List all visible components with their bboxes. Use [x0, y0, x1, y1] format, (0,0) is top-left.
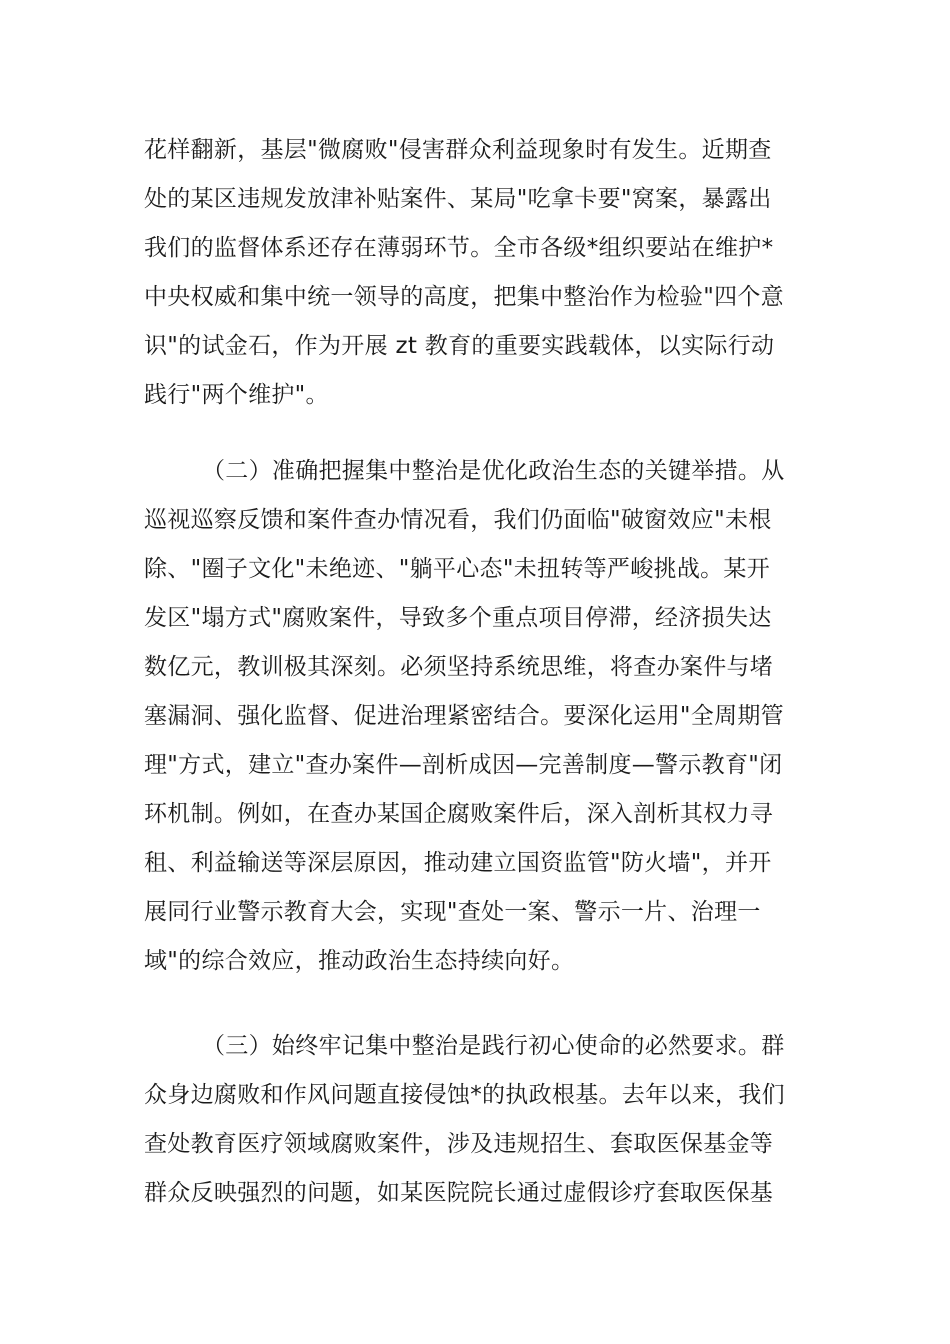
text-line: 处的某区违规发放津补贴案件、某局"吃拿卡要"窝案，暴露出	[144, 186, 772, 212]
text-line: 发区"塌方式"腐败案件，导致多个重点项目停滞，经济损失达	[144, 605, 772, 631]
paragraph-continuation	[144, 126, 808, 420]
text-line: 我们的监督体系还存在薄弱环节。全市各级*组织要站在维护*	[144, 235, 774, 261]
text-line: 众身边腐败和作风问题直接侵蚀*的执政根基。去年以来，我们	[144, 1082, 785, 1108]
section-heading-line: （二）准确把握集中整治是优化政治生态的关键举措。从	[202, 458, 785, 484]
text-line: 租、利益输送等深层原因，推动建立国资监管"防火墙"，并开	[144, 850, 772, 876]
text-line: 展同行业警示教育大会，实现"查处一案、警示一片、治理一	[144, 899, 761, 925]
text-line: 践行"两个维护"。	[144, 382, 329, 408]
text-line: 塞漏洞、强化监督、促进治理紧密结合。要深化运用"全周期管	[144, 703, 784, 729]
text-line: 巡视巡察反馈和案件查办情况看，我们仍面临"破窗效应"未根	[144, 507, 772, 533]
text-line: 域"的综合效应，推动政治生态持续向好。	[144, 948, 575, 974]
section-heading-line: （三）始终牢记集中整治是践行初心使命的必然要求。群	[202, 1033, 785, 1059]
text-line: 除、"圈子文化"未绝迹、"躺平心态"未扭转等严峻挑战。某开	[144, 556, 771, 582]
paragraph-section-2	[144, 447, 808, 986]
text-line: 中央权威和集中统一领导的高度，把集中整治作为检验"四个意	[144, 284, 784, 310]
text-line: 查处教育医疗领域腐败案件，涉及违规招生、套取医保基金等	[144, 1131, 774, 1157]
text-line: 识"的试金石，作为开展 zt 教育的重要实践载体，以实际行动	[144, 333, 775, 359]
text-line: 数亿元，教训极其深刻。必须坚持系统思维，将查办案件与堵	[144, 654, 774, 680]
text-line: 群众反映强烈的问题，如某医院院长通过虚假诊疗套取医保基	[144, 1180, 774, 1206]
text-line: 花样翻新，基层"微腐败"侵害群众利益现象时有发生。近期查	[144, 137, 772, 163]
text-line: 环机制。例如，在查办某国企腐败案件后，深入剖析其权力寻	[144, 801, 774, 827]
text-line: 理"方式，建立"查办案件—剖析成因—完善制度—警示教育"闭	[144, 752, 783, 778]
paragraph-section-3	[144, 1022, 808, 1218]
